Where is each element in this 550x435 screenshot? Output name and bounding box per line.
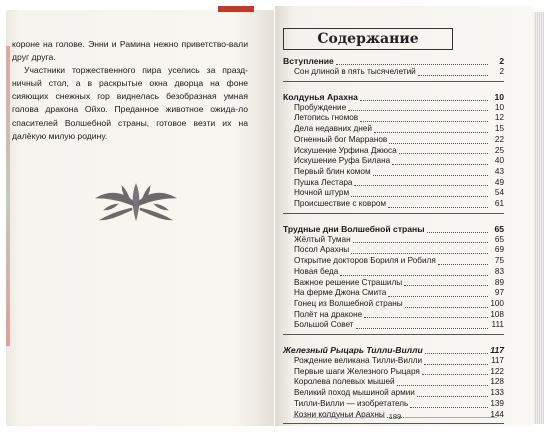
paragraph: Участники торжественного пира уселись за празд-ничный стол, а в раскрытые окна дворца на фоне сияющих снежных гор виднелась безобразная умная голова дракона Ойхо. Преданное животное ожида-ло спасителей Волшебной страны, готовое везти их на далёкую милую родину. [12, 65, 248, 141]
dot-leader [417, 396, 488, 397]
toc-page-number: 49 [494, 177, 504, 187]
toc-page-number: 75 [494, 256, 504, 266]
table-of-contents [283, 56, 504, 424]
toc-page-number: 128 [490, 377, 504, 387]
toc-section-heading [283, 56, 504, 67]
toc-heading-title: Колдунья Арахна [283, 91, 358, 102]
toc-entry [283, 267, 504, 278]
toc-heading-title: Вступление [283, 56, 334, 66]
toc-entry [283, 288, 504, 299]
toc-entry-title: На ферме Джона Смита [294, 288, 387, 298]
toc-entry-title: Великий поход мышиной армии [294, 388, 415, 398]
dot-leader [356, 328, 488, 329]
toc-entry [283, 199, 504, 210]
toc-section-heading [283, 92, 504, 103]
toc-section-heading [283, 224, 504, 235]
toc-page-number: 10 [494, 91, 504, 102]
toc-entry-title: Рождение великана Тилли-Вилли [294, 356, 423, 366]
toc-entry-title: Первые шаги Железного Рыцаря [294, 366, 420, 376]
toc-heading-title: Трудные дни Волшебной страны [283, 223, 425, 234]
dot-leader [397, 385, 488, 386]
toc-entry-title: Большой Совет [294, 320, 354, 330]
toc-heading-title: Железный Рыцарь Тилли-Вилли [283, 345, 423, 356]
toc-entry-title: Ночной штурм [294, 188, 350, 198]
toc-page-number: 43 [494, 166, 504, 176]
toc-entry-title: Пушка Лестара [294, 177, 353, 187]
toc-section-heading [283, 345, 504, 356]
toc-page-number: 2 [499, 56, 504, 66]
toc-entry [283, 310, 504, 321]
dot-leader [351, 253, 488, 254]
floral-ornament-icon [88, 180, 184, 224]
toc-page-number: 12 [494, 113, 504, 123]
toc-page-number: 89 [494, 277, 504, 287]
toc-page-number: 97 [494, 288, 504, 298]
toc-page-number: 22 [494, 134, 504, 144]
toc-entry [283, 67, 504, 78]
toc-entry [283, 156, 504, 167]
toc-entry-title: Открытие докторов Бориля и Робиля [294, 256, 436, 266]
dot-leader [360, 100, 488, 101]
dot-leader [389, 143, 488, 144]
toc-entry [283, 377, 504, 388]
dot-leader [404, 285, 488, 286]
dot-leader [405, 307, 488, 308]
dot-leader [364, 317, 488, 318]
toc-page-number: 54 [494, 188, 504, 198]
dot-leader [427, 232, 488, 233]
dot-leader [388, 207, 488, 208]
toc-page-number: 139 [490, 398, 504, 408]
toc-entry [283, 256, 504, 267]
toc-page-number: 61 [494, 199, 504, 209]
dot-leader [425, 353, 488, 354]
toc-entry-title: Искушение Урфина Джюса [294, 145, 397, 155]
toc-page-number: 117 [490, 345, 504, 356]
toc-entry-title: Первый блин комом [294, 166, 371, 176]
toc-entry-title: Летопись гномов [294, 113, 359, 123]
page-number: 189 [270, 412, 520, 421]
toc-entry-title: Полёт на драконе [294, 309, 363, 319]
toc-section-hard-days [283, 224, 504, 335]
toc-entry [283, 178, 504, 189]
toc-entry [283, 399, 504, 410]
toc-page-number: 69 [494, 245, 504, 255]
toc-entry [283, 299, 504, 310]
toc-entry-title: Королева полевых мышей [294, 377, 395, 387]
toc-entry [283, 124, 504, 135]
toc-entry [283, 245, 504, 256]
toc-entry-title: Искушение Руфа Билана [294, 156, 391, 166]
toc-page-number: 65 [494, 234, 504, 244]
dot-leader [399, 153, 488, 154]
toc-entry-title: Огненный бог Марранов [294, 134, 388, 144]
toc-entry [283, 235, 504, 246]
dot-leader [336, 64, 488, 65]
toc-page-number: 40 [494, 156, 504, 166]
paragraph: короне на голове. Энни и Рамина нежно приветство-вали друг друга. [12, 39, 248, 63]
toc-page-number: 100 [490, 298, 504, 308]
toc-page-number: 2 [499, 67, 504, 76]
toc-entry [283, 135, 504, 146]
toc-entry [283, 278, 504, 289]
toc-entry-title: Происшествие с ковром [294, 199, 387, 209]
toc-page-number: 133 [490, 388, 504, 398]
toc-page-number: 122 [490, 366, 504, 376]
toc-page-number: 111 [491, 320, 504, 330]
toc-page-number: 117 [490, 356, 504, 366]
toc-page-number: 15 [494, 124, 504, 134]
toc-entry [283, 103, 504, 114]
toc-page-number: 83 [494, 266, 504, 276]
left-page-text [12, 38, 248, 143]
dot-leader [374, 132, 488, 133]
bookmark-ribbon [218, 6, 254, 12]
dot-leader [354, 185, 488, 186]
dot-leader [422, 374, 488, 375]
toc-entry-title: Тилли-Вилли — изобретатель [294, 398, 409, 408]
dot-leader [418, 75, 488, 76]
toc-section-arachna [283, 92, 504, 214]
toc-page-number: 10 [494, 102, 504, 112]
toc-entry [283, 113, 504, 124]
toc-entry-title: Посол Арахны [294, 245, 350, 255]
dot-leader [424, 364, 488, 365]
toc-page-number: 25 [494, 145, 504, 155]
dot-leader [353, 242, 488, 243]
toc-entry-title: Пробуждение [294, 102, 347, 112]
toc-entry [283, 388, 504, 399]
cover-edge [6, 46, 10, 346]
toc-entry [283, 188, 504, 199]
toc-title: Содержание [283, 28, 453, 50]
toc-section-intro [283, 56, 504, 82]
toc-entry-title: Важное решение Страшилы [294, 277, 403, 287]
toc-entry [283, 367, 504, 378]
page-edges [534, 12, 544, 424]
toc-entry-title: Козни колдуньи Арахны [294, 409, 385, 419]
dot-leader [340, 275, 488, 276]
toc-page-number: 108 [490, 309, 504, 319]
toc-entry [283, 320, 504, 331]
toc-entry-title: Новая беда [294, 266, 339, 276]
dot-leader [348, 110, 488, 111]
toc-entry-title: Сон длиной в пять тысячелетий [294, 67, 416, 76]
dot-leader [373, 175, 488, 176]
toc-entry [283, 146, 504, 157]
toc-entry [283, 356, 504, 367]
dot-leader [360, 121, 488, 122]
toc-page-number: 144 [490, 409, 504, 419]
toc-entry [283, 167, 504, 178]
dot-leader [410, 407, 488, 408]
dot-leader [351, 196, 488, 197]
toc-entry-title: Гонец из Волшебной страны [294, 298, 403, 308]
toc-entry-title: Дела недавних дней [294, 124, 372, 134]
dot-leader [388, 296, 488, 297]
dot-leader [392, 164, 488, 165]
toc-page-number: 65 [494, 223, 504, 234]
dot-leader [438, 264, 488, 265]
toc-entry-title: Жёлтый Туман [294, 234, 351, 244]
